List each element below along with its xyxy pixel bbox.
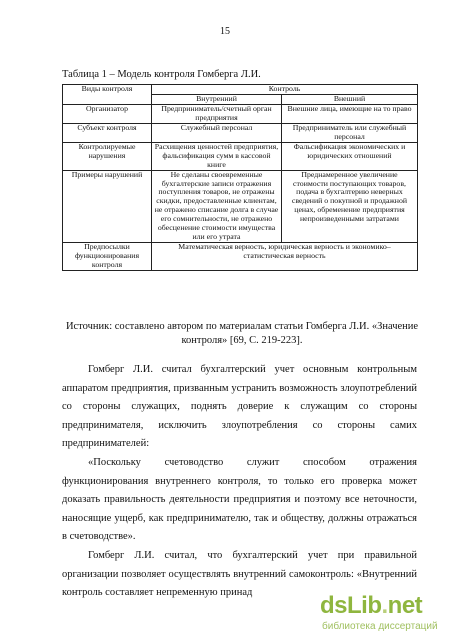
paragraph: «Поскольку счетоводство служит способом отражения функционирования внутреннего контроля, то только его проверка может доказать правильность деятельности предприятия и поэтому все неточности, наносящие ущерб, как предпринимателю, так и обществу, должны отражаться в счетоводстве». (62, 456, 417, 543)
cell-internal: Расхищения ценностей предприятия, фальсификация сумм в кассовой книге (152, 142, 282, 170)
table-row (63, 104, 418, 123)
paragraph: Гомберг Л.И. считал бухгалтерский учет основным контрольным аппаратом предприятия, призванным устранить возможность злоупотреблений со стороны служащих, поднять доверие к служащим со стороны предпринимателя, исключить злоупотребления со стороны самих предпринимателей: (62, 364, 417, 450)
dslib-tagline: библиотека диссертаций (322, 621, 438, 632)
header-control: Контроль (152, 85, 418, 95)
header-control-types: Виды контроля (63, 85, 152, 105)
table-row (63, 123, 418, 142)
cell-internal: Предприниматель/счетный орган предприятия (152, 104, 282, 123)
row-label: Контролируемые нарушения (63, 142, 152, 170)
table-row (63, 243, 418, 271)
header-internal: Внутренний (152, 94, 282, 104)
table-row (63, 170, 418, 243)
paragraph: Гомберг Л.И. считал, что бухгалтерский учет при правильной организации позволяет осуществлять внутренний самоконтроль: «Внутренний контроль составляет непременную принад (62, 549, 417, 599)
cell-internal: Служебный персонал (152, 123, 282, 142)
table-title: Таблица 1 – Модель контроля Гомберга Л.И. (62, 69, 261, 80)
body-text (62, 361, 417, 603)
row-label: Организатор (63, 104, 152, 123)
cell-external: Предприниматель или служебный персонал (282, 123, 418, 142)
row-label: Примеры нарушений (63, 170, 152, 243)
dslib-watermark (320, 592, 445, 634)
cell-internal: Не сделаны своевременные бухгалтерские записи отражения поступления товаров, не отражены скидки, предоставленные клиентам, не отражено списание долга в случае его сомнительности, не отражено обесценение стоимости имущества или его утрата (152, 170, 282, 243)
table-source-note: Источник: составлено автором по материалам статьи Гомберга Л.И. «Значение контроля» [69, С. 219-223]. (65, 321, 419, 346)
header-external: Внешний (282, 94, 418, 104)
cell-external: Внешние лица, имеющие на то право (282, 104, 418, 123)
page-number: 15 (220, 26, 230, 37)
table-header-row (63, 85, 418, 95)
table-row (63, 142, 418, 170)
cell-external: Фальсификация экономических и юридических отношений (282, 142, 418, 170)
cell-merged: Математическая верность, юридическая верность и экономико–статистическая верность (152, 243, 418, 271)
cell-external: Преднамеренное увеличение стоимости поступающих товаров, подача в бухгалтерию неверных сведений о покупной и продажной ценах, обременение предприятия непроизведенными затратами (282, 170, 418, 243)
dslib-logo: dsLib.net (320, 592, 423, 619)
row-label: Предпосылки функционирования контроля (63, 243, 152, 271)
row-label: Субъект контроля (63, 123, 152, 142)
control-model-table (62, 84, 418, 271)
